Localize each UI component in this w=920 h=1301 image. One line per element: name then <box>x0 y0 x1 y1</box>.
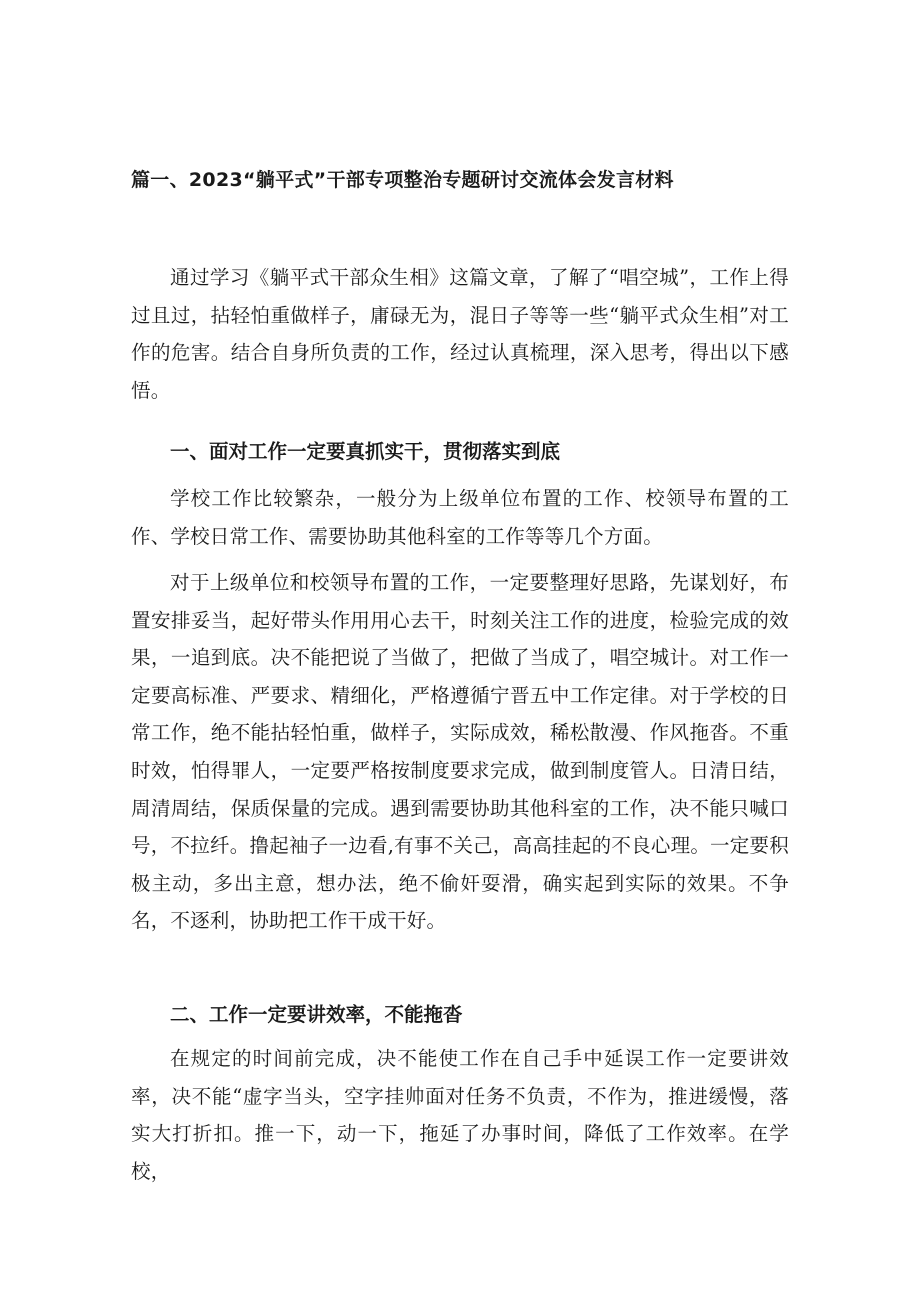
section-1-heading: 一、面对工作一定要真抓实干，贯彻落实到底 <box>170 440 561 463</box>
section-2-heading: 二、工作一定要讲效率，不能拖沓 <box>170 1003 463 1026</box>
document-title: 篇一、2023“躺平式”干部专项整治专题研讨交流体会发言材料 <box>131 169 674 191</box>
section-2-paragraph-1: 在规定的时间前完成，决不能使工作在自己手中延误工作一定要讲效率，决不能“虚字当头，空字挂帅面对任务不负责，不作为，推进缓慢，落实大打折扣。推一下，动一下，拖延了办事时间，降低了工作效率。在学校， <box>131 1047 789 1183</box>
section-1-paragraph-1: 学校工作比较繁杂，一般分为上级单位布置的工作、校领导布置的工作、学校日常工作、需要协助其他科室的工作等等几个方面。 <box>131 487 789 548</box>
intro-paragraph: 通过学习《躺平式干部众生相》这篇文章，了解了“唱空城”，工作上得过且过，拈轻怕重做样子，庸碌无为，混日子等等一些“躺平式众生相”对工作的危害。结合自身所负责的工作，经过认真梳理，深入思考，得出以下感悟。 <box>131 266 789 402</box>
section-1-paragraph-2: 对于上级单位和校领导布置的工作，一定要整理好思路，先谋划好，布置安排妥当，起好带头作用用心去干，时刻关注工作的进度，检验完成的效果，一追到底。决不能把说了当做了，把做了当成了，唱空城计。对工作一定要高标准、严要求、精细化，严格遵循宁晋五中工作定律。对于学校的日常工作，绝不能拈轻怕重，做样子，实际成效，稀松散漫、作风拖沓。不重时效，怕得罪人，一定要严格按制度要求完成，做到制度管人。日清日结，周清周结，保质保量的完成。遇到需要协助其他科室的工作，决不能只喊口号，不拉纤。撸起袖子一边看,有事不关己，高高挂起的不良心理。一定要积极主动，多出主意，想办法，绝不偷奸耍滑，确实起到实际的效果。不争名，不逐利，协助把工作干成干好。 <box>131 571 789 933</box>
